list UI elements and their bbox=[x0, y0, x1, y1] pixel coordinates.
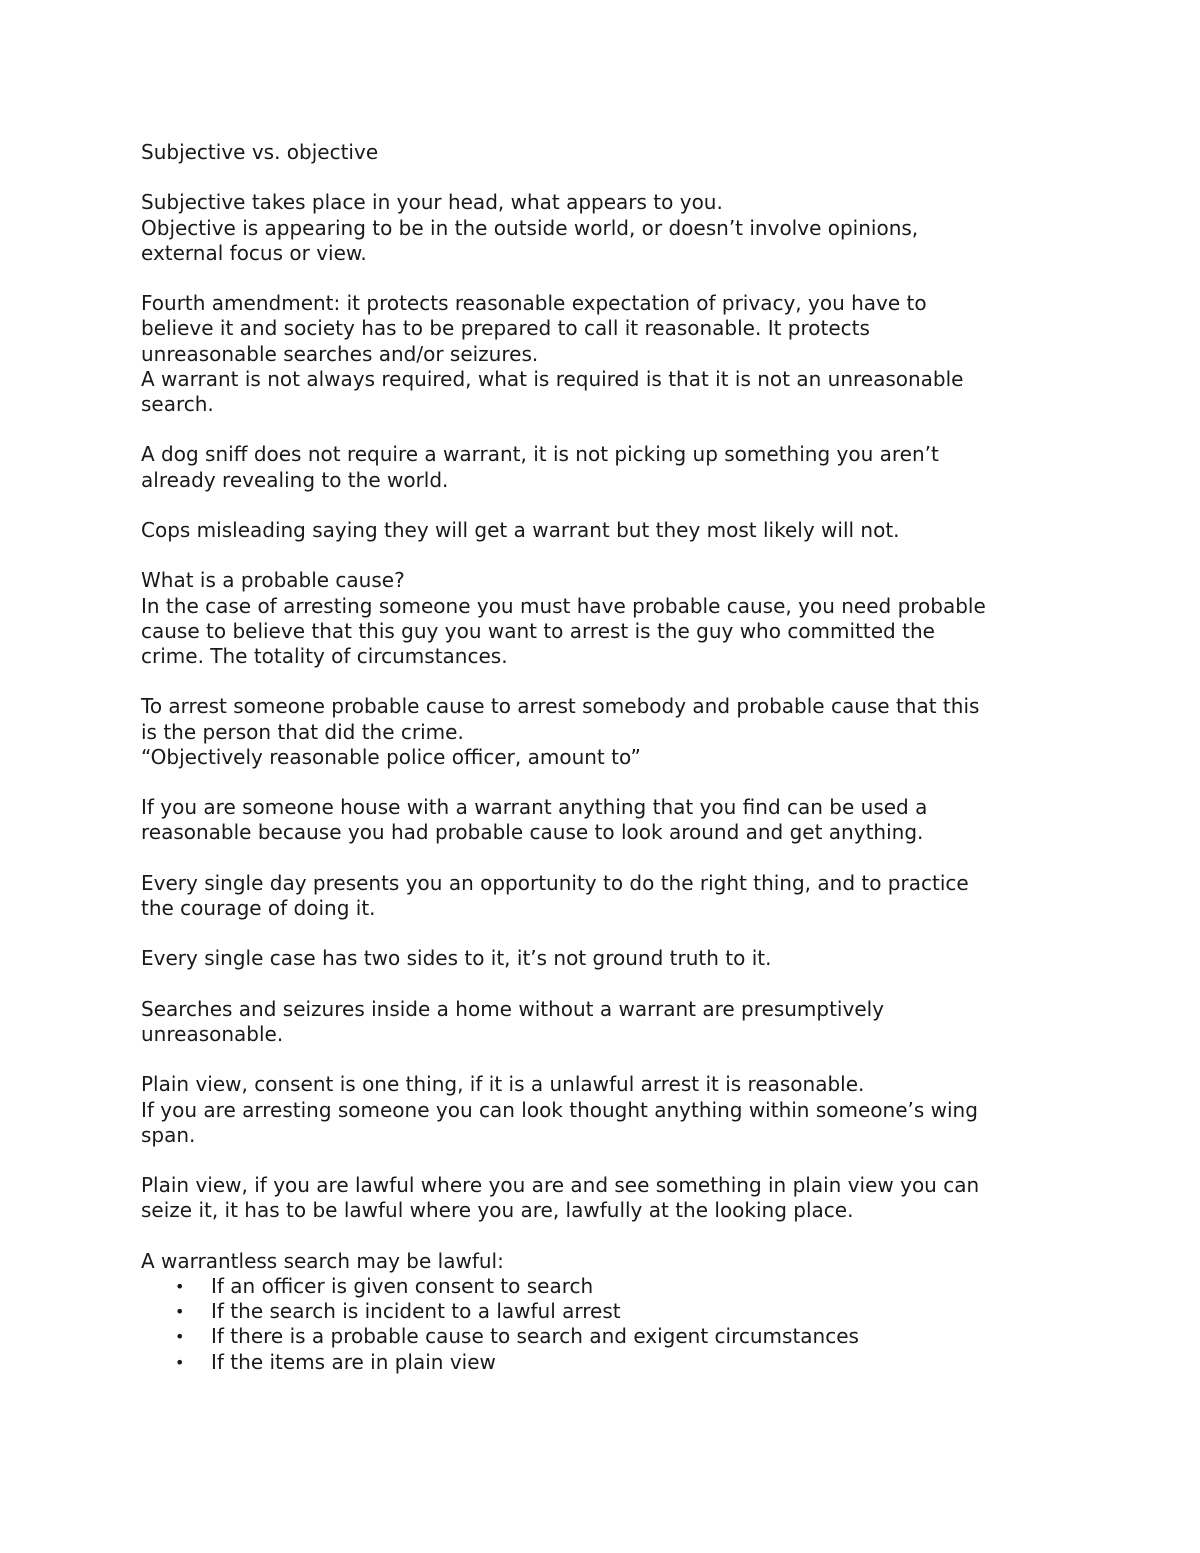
list-item bbox=[141, 1350, 1071, 1375]
text-line: Every single case has two sides to it, it’s not ground truth to it. bbox=[141, 946, 772, 971]
text-line: seize it, it has to be lawful where you are, lawfully at the looking place. bbox=[141, 1198, 854, 1223]
text-line: Cops misleading saying they will get a warrant but they most likely will not. bbox=[141, 517, 900, 542]
list-item-text: If an officer is given consent to search bbox=[211, 1273, 594, 1298]
bullet-icon: • bbox=[175, 1327, 185, 1347]
text-line: Searches and seizures inside a home without a warrant are presumptively bbox=[141, 996, 885, 1021]
text-line: In the case of arresting someone you must have probable cause, you need probable bbox=[141, 593, 986, 618]
paragraph-plain-view-lawful bbox=[141, 1173, 1071, 1223]
text-line: If you are arresting someone you can look thought anything within someone’s wing bbox=[141, 1097, 978, 1122]
list-item bbox=[141, 1324, 1071, 1349]
text-line: unreasonable. bbox=[141, 1021, 284, 1046]
list-item-text: If there is a probable cause to search and exigent circumstances bbox=[211, 1324, 859, 1349]
text-line: external focus or view. bbox=[141, 240, 367, 265]
bullet-icon: • bbox=[175, 1302, 185, 1322]
paragraph-dog-sniff bbox=[141, 442, 1071, 492]
text-line: reasonable because you had probable cause to look around and get anything. bbox=[141, 820, 924, 845]
text-line: Plain view, if you are lawful where you are and see something in plain view you can bbox=[141, 1173, 980, 1198]
text-line: Objective is appearing to be in the outside world, or doesn’t involve opinions, bbox=[141, 215, 919, 240]
text-line: What is a probable cause? bbox=[141, 568, 405, 593]
text-line: A dog sniff does not require a warrant, it is not picking up something you aren’t bbox=[141, 442, 939, 467]
paragraph-house-warrant bbox=[141, 795, 1071, 845]
text-line: “Objectively reasonable police officer, amount to” bbox=[141, 744, 641, 769]
text-line: crime. The totality of circumstances. bbox=[141, 643, 508, 668]
text-line: unreasonable searches and/or seizures. bbox=[141, 341, 539, 366]
text-line: search. bbox=[141, 392, 214, 416]
text-line: is the person that did the crime. bbox=[141, 719, 464, 744]
paragraph-searches-home bbox=[141, 997, 1071, 1047]
text-line: span. bbox=[141, 1122, 196, 1147]
paragraph-two-sides bbox=[141, 946, 1071, 971]
paragraph-every-day bbox=[141, 871, 1071, 921]
text-line: A warrant is not always required, what is required is that it is not an unreasonable bbox=[141, 366, 964, 391]
paragraph-fourth-amendment bbox=[141, 291, 1071, 417]
text-line: Every single day presents you an opportunity to do the right thing, and to practice bbox=[141, 870, 969, 895]
list-item bbox=[141, 1299, 1071, 1324]
text-line: To arrest someone probable cause to arrest somebody and probable cause that this bbox=[141, 694, 980, 719]
list-item bbox=[141, 1274, 1071, 1299]
text-line: If you are someone house with a warrant anything that you find can be used a bbox=[141, 795, 928, 820]
list-intro: A warrantless search may be lawful: bbox=[141, 1248, 504, 1273]
text-line: the courage of doing it. bbox=[141, 895, 376, 920]
paragraph-plain-view-consent bbox=[141, 1072, 1071, 1148]
bullet-icon: • bbox=[175, 1276, 185, 1296]
warrantless-search-list bbox=[141, 1274, 1071, 1375]
text-line: cause to believe that this guy you want to arrest is the guy who committed the bbox=[141, 618, 935, 643]
paragraph-probable-cause bbox=[141, 568, 1071, 669]
page-title: Subjective vs. objective bbox=[141, 140, 379, 164]
paragraph-arrest bbox=[141, 694, 1071, 770]
text-line: Plain view, consent is one thing, if it is a unlawful arrest it is reasonable. bbox=[141, 1072, 865, 1097]
text-line: believe it and society has to be prepared to call it reasonable. It protects bbox=[141, 316, 870, 341]
list-item-text: If the items are in plain view bbox=[211, 1349, 496, 1374]
paragraph-subjective-objective bbox=[141, 190, 1071, 266]
list-item-text: If the search is incident to a lawful arrest bbox=[211, 1299, 621, 1324]
text-line: already revealing to the world. bbox=[141, 467, 449, 492]
text-line: Subjective takes place in your head, what appears to you. bbox=[141, 190, 723, 215]
document-body bbox=[141, 140, 1071, 1375]
paragraph-cops-misleading bbox=[141, 518, 1071, 543]
text-line: Fourth amendment: it protects reasonable expectation of privacy, you have to bbox=[141, 291, 927, 316]
bullet-icon: • bbox=[175, 1352, 185, 1372]
